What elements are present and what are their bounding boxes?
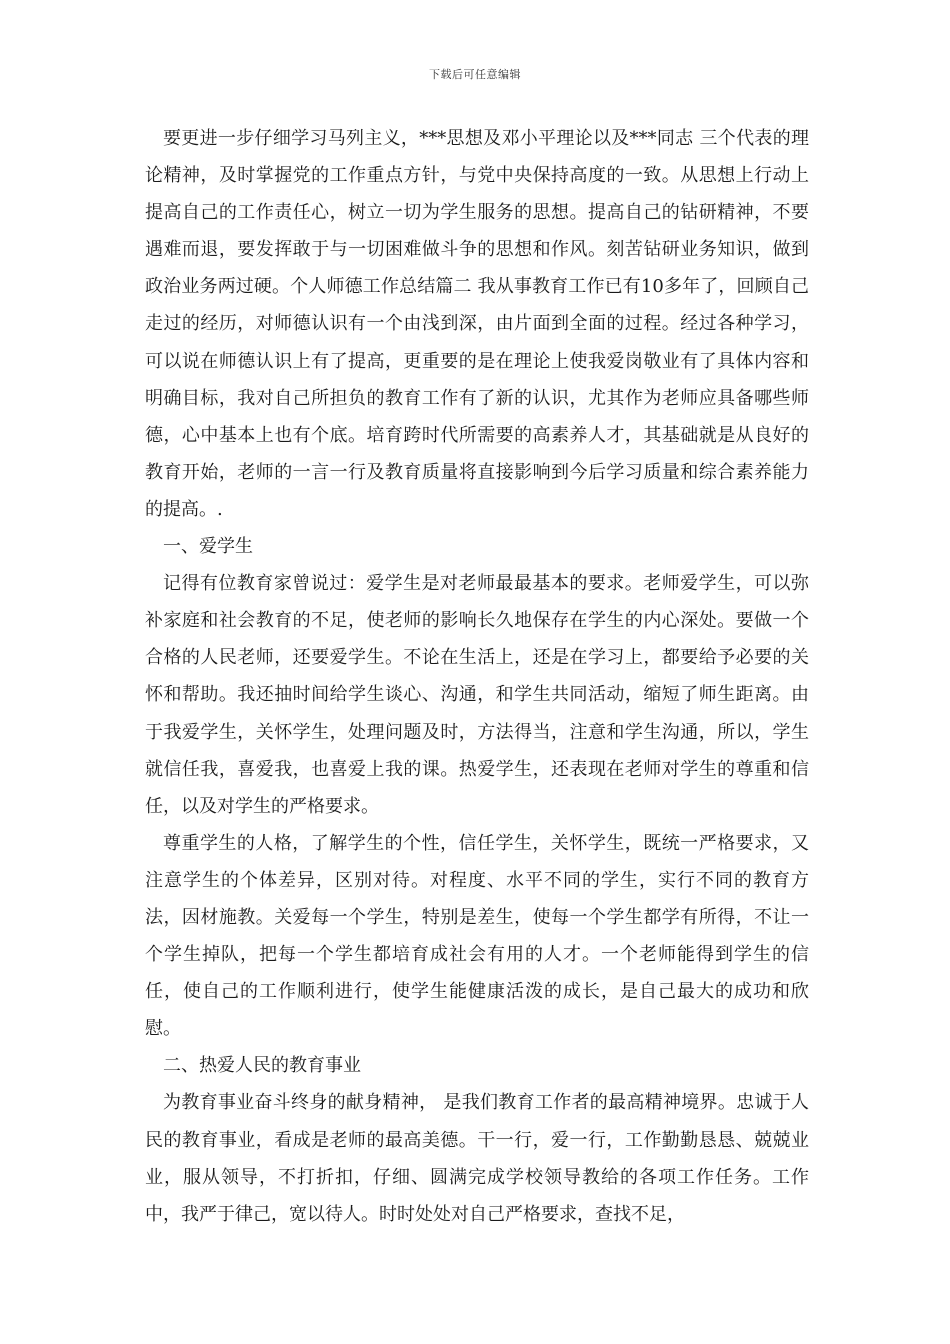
- section-heading-love-students: 一、爱学生: [163, 536, 253, 558]
- paragraph-respect-students: 尊重学生的人格，了解学生的个性，信任学生，关怀学生，既统一严格要求，又注意学生的个体差异，区别对待。对程度、水平不同的学生，实行不同的教育方法，因材施教。关爱每一个学生，特别是差生，使每一个学生都学有所得，不让一个学生掉队，把每一个学生都培育成社会有用的人才。一个老师能得到学生的信任，使自己的工作顺利进行，使学生能健康活泼的成长，是自己最大的成功和欣慰。: [145, 832, 809, 1040]
- paragraph-love-education: 为教育事业奋斗终身的献身精神， 是我们教育工作者的最高精神境界。忠诚于人民的教育事业，看成是老师的最高美德。干一行，爱一行，工作勤勤恳恳、兢兢业业，服从领导，不打折扣，仔细、圆满完成学校领导教给的各项工作任务。工作中，我严于律己，宽以待人。时时处处对自己严格要求，查找不足，: [145, 1092, 809, 1225]
- document-body: [145, 120, 809, 1233]
- paragraph-love-students: 记得有位教育家曾说过：爱学生是对老师最最基本的要求。老师爱学生，可以弥补家庭和社会教育的不足，使老师的影响长久地保存在学生的内心深处。要做一个合格的人民老师，还要爱学生。不论在生活上，还是在学习上，都要给予必要的关怀和帮助。我还抽时间给学生谈心、沟通，和学生共同活动，缩短了师生距离。由于我爱学生，关怀学生，处理问题及时，方法得当，注意和学生沟通，所以，学生就信任我，喜爱我，也喜爱上我的课。热爱学生，还表现在老师对学生的尊重和信任，以及对学生的严格要求。: [145, 573, 809, 817]
- paragraph-study-theory: 要更进一步仔细学习马列主义，***思想及邓小平理论以及***同志 三个代表的理论精神，及时掌握党的工作重点方针，与党中央保持高度的一致。从思想上行动上提高自己的工作责任心，树立一切为学生服务的思想。提高自己的钻研精神，不要遇难而退，要发挥敢于与一切困难做斗争的思想和作风。刻苦钻研业务知识，做到政治业务两过硬。个人师德工作总结篇二 我从事教育工作已有10多年了，回顾自己走过的经历，对师德认识有一个由浅到深，由片面到全面的过程。经过各种学习，可以说在师德认识上有了提高，更重要的是在理论上使我爱岗敬业有了具体内容和明确目标，我对自己所担负的教育工作有了新的认识，尤其作为老师应具备哪些师德，心中基本上也有个底。培育跨时代所需要的高素养人才，其基础就是从良好的教育开始，老师的一言一行及教育质量将直接影响到今后学习质量和综合素养能力的提高。.: [145, 128, 809, 520]
- section-heading-love-education: 二、热爱人民的教育事业: [163, 1055, 361, 1077]
- page-header-note: 下载后可任意编辑: [429, 68, 521, 81]
